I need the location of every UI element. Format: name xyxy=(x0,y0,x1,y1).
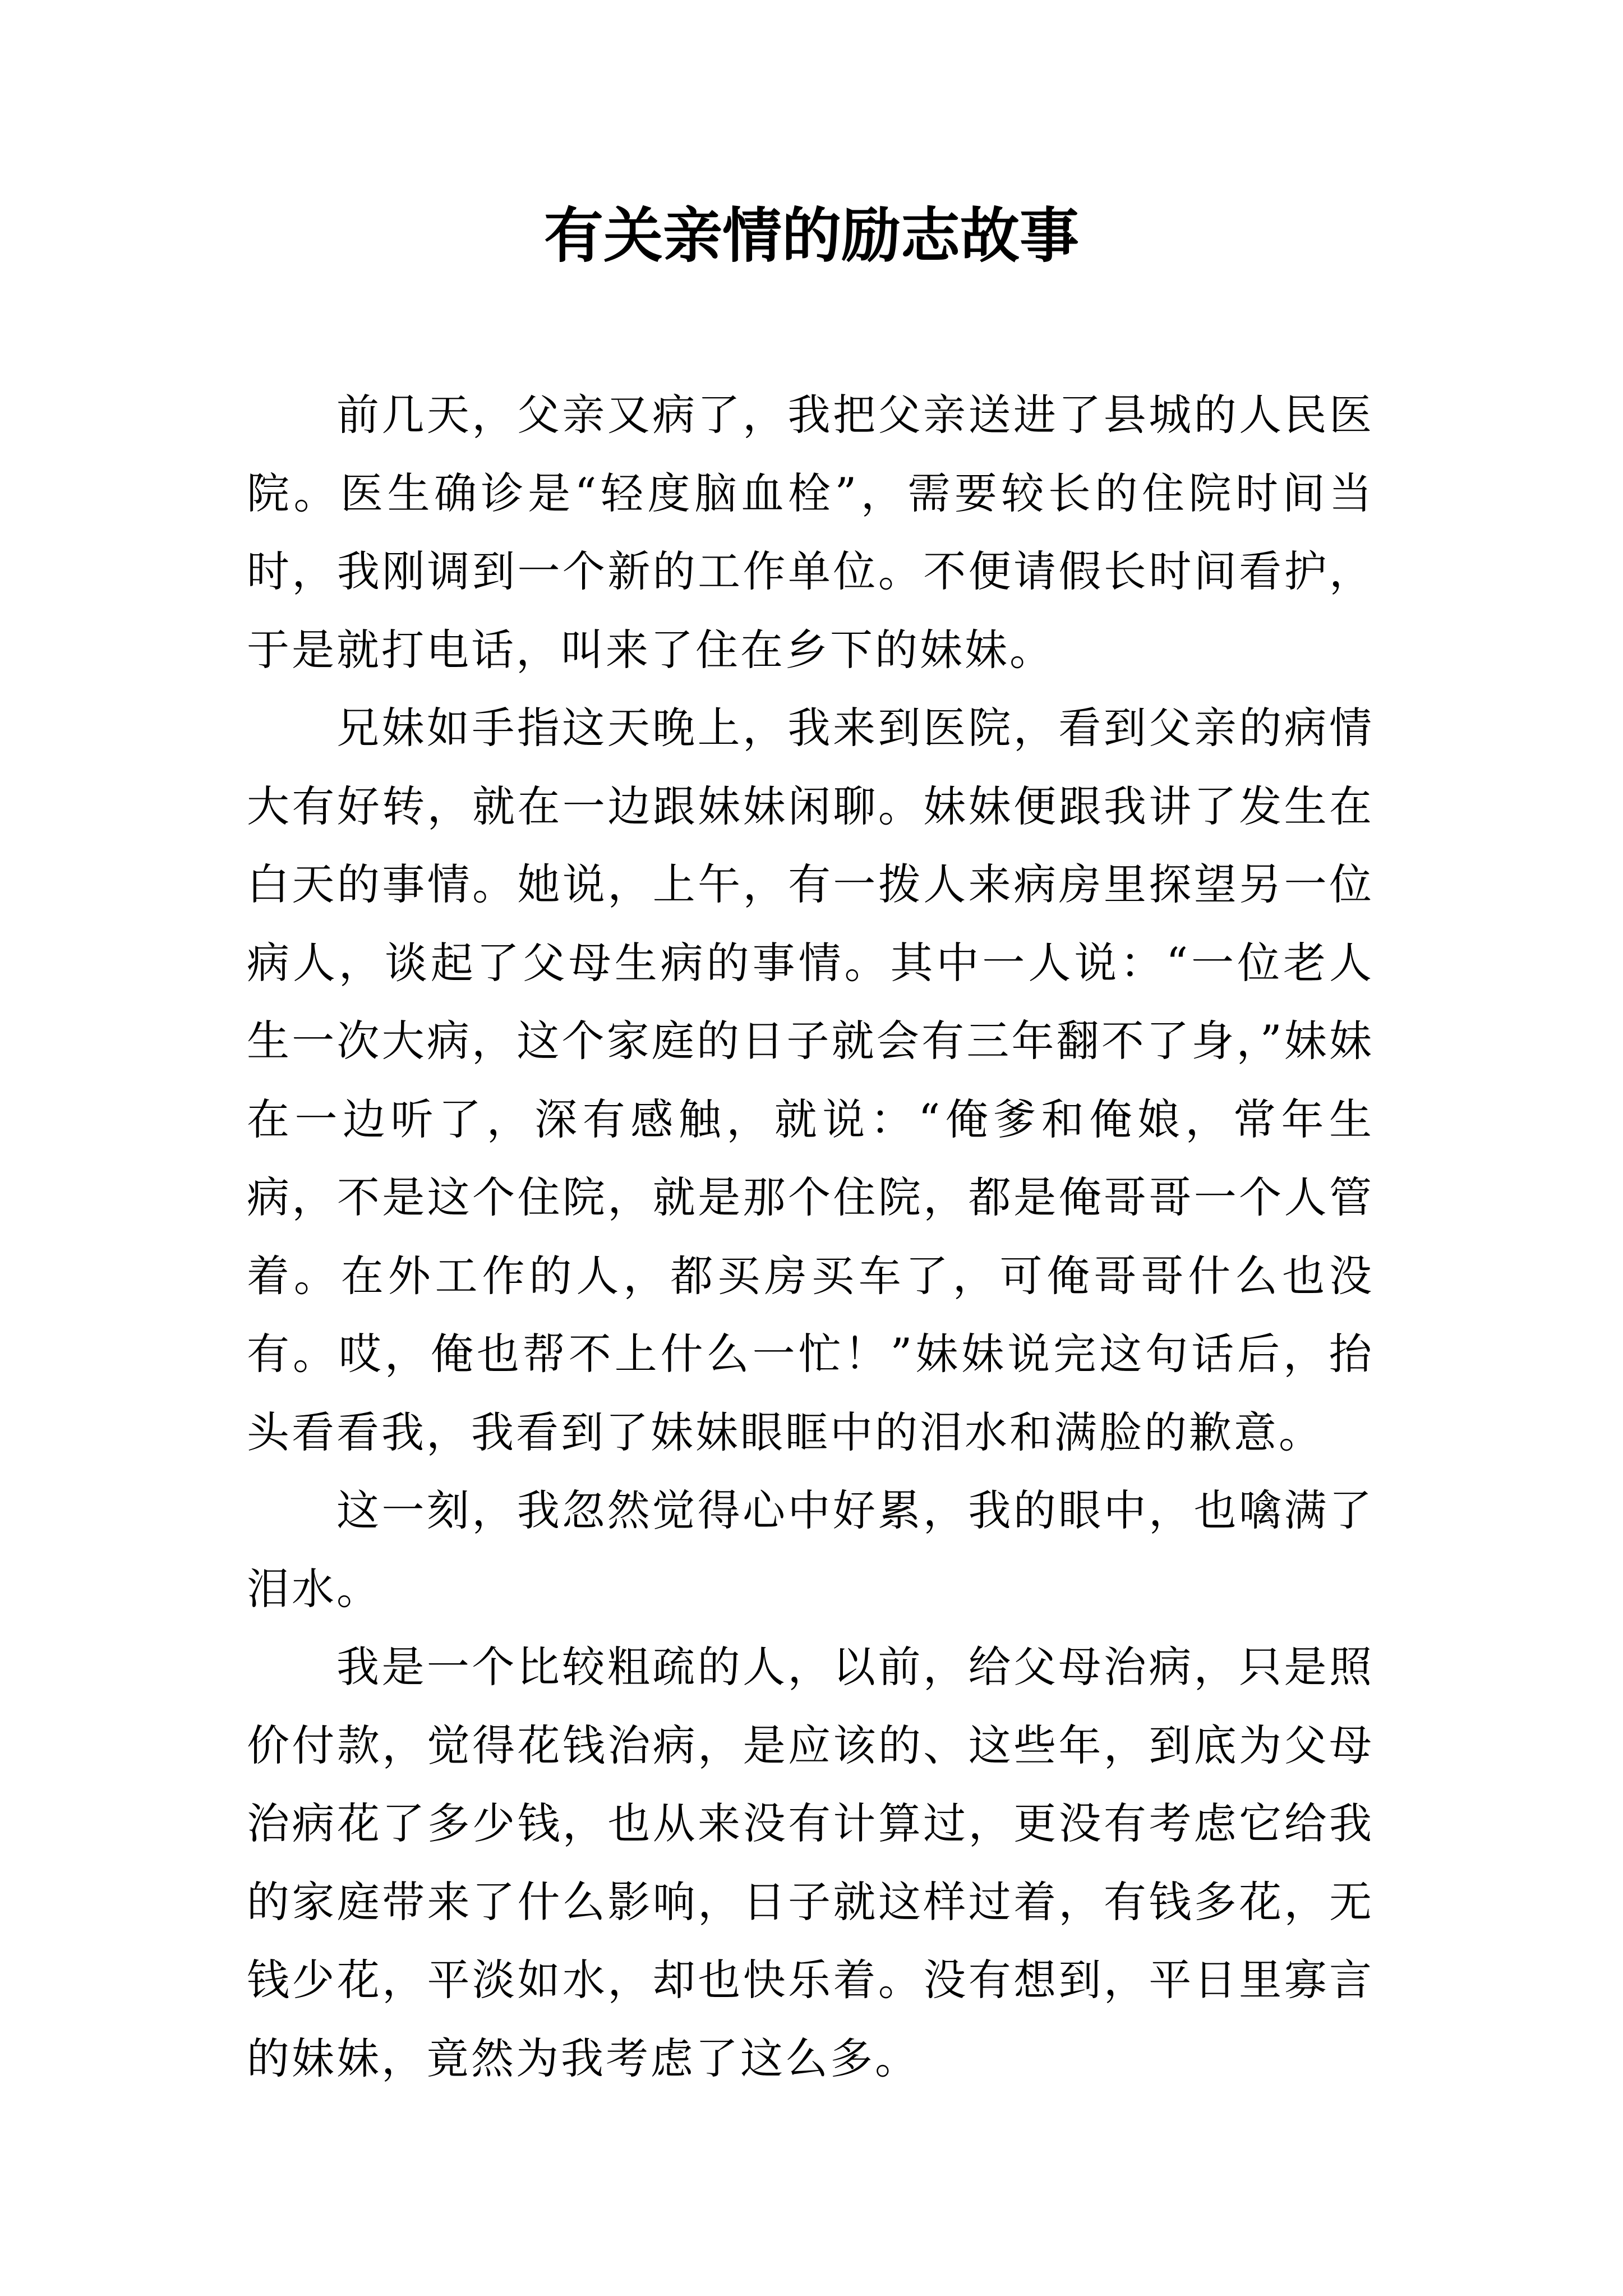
paragraph-1: 前几天，父亲又病了，我把父亲送进了县城的人民医院。医生确诊是“轻度脑血栓”，需要较长的住院时间当时，我刚调到一个新的工作单位。不便请假长时间看护，于是就打电话，叫来了住在乡下的妹妹。 xyxy=(247,390,1374,675)
document-body xyxy=(247,376,1374,2097)
paragraph-4: 我是一个比较粗疏的人，以前，给父母治病，只是照价付款，觉得花钱治病，是应该的、这些年，到底为父母治病花了多少钱，也从来没有计算过，更没有考虑它给我的家庭带来了什么影响，日子就这样过着，有钱多花，无钱少花，平淡如水，却也快乐着。没有想到，平日里寡言的妹妹，竟然为我考虑了这么多。 xyxy=(247,1642,1374,2083)
paragraph-2: 兄妹如手指这天晚上，我来到医院，看到父亲的病情大有好转，就在一边跟妹妹闲聊。妹妹便跟我讲了发生在白天的事情。她说，上午，有一拨人来病房里探望另一位病人，谈起了父母生病的事情。其中一人说：“一位老人生一次大病，这个家庭的日子就会有三年翻不了身，”妹妹在一边听了，深有感触，就说：“俺爹和俺娘，常年生病，不是这个住院，就是那个住院，都是俺哥哥一个人管着。在外工作的人，都买房买车了，可俺哥哥什么也没有。哎，俺也帮不上什么一忙！”妹妹说完这句话后，抬头看看我，我看到了妹妹眼眶中的泪水和满脸的歉意。 xyxy=(247,703,1374,1457)
paragraph-3: 这一刻，我忽然觉得心中好累，我的眼中，也噙满了泪水。 xyxy=(247,1485,1374,1614)
document-title: 有关亲情的励志故事 xyxy=(544,200,1079,270)
